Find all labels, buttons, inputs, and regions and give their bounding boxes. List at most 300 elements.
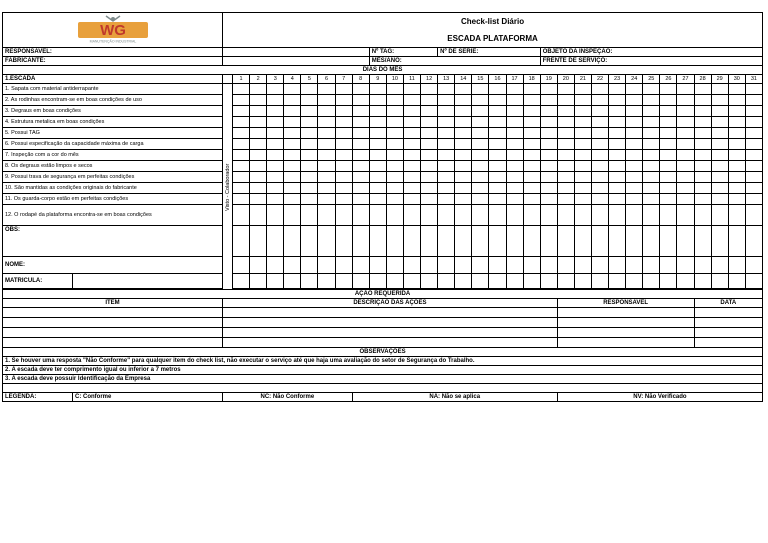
acao-responsavel-cell[interactable]: [557, 328, 694, 338]
signature-day-cell[interactable]: [403, 274, 420, 289]
signature-day-cell[interactable]: [421, 274, 438, 289]
day-check-cell[interactable]: [728, 161, 745, 172]
day-check-cell[interactable]: [711, 128, 728, 139]
day-check-cell[interactable]: [540, 95, 557, 106]
signature-day-cell[interactable]: [472, 226, 489, 257]
day-check-cell[interactable]: [318, 139, 335, 150]
day-check-cell[interactable]: [369, 194, 386, 205]
day-check-cell[interactable]: [660, 183, 677, 194]
day-check-cell[interactable]: [301, 117, 318, 128]
signature-day-cell[interactable]: [591, 257, 608, 274]
serie-field[interactable]: Nº DE SERIE:: [438, 48, 541, 57]
day-check-cell[interactable]: [506, 161, 523, 172]
acao-descricao-cell[interactable]: [223, 308, 558, 318]
day-check-cell[interactable]: [233, 150, 250, 161]
day-check-cell[interactable]: [318, 161, 335, 172]
day-check-cell[interactable]: [694, 183, 711, 194]
day-check-cell[interactable]: [643, 84, 660, 95]
day-check-cell[interactable]: [352, 172, 369, 183]
day-check-cell[interactable]: [609, 194, 626, 205]
day-check-cell[interactable]: [438, 106, 455, 117]
day-check-cell[interactable]: [574, 183, 591, 194]
day-check-cell[interactable]: [335, 194, 352, 205]
day-check-cell[interactable]: [403, 106, 420, 117]
day-check-cell[interactable]: [677, 106, 694, 117]
day-check-cell[interactable]: [694, 84, 711, 95]
day-check-cell[interactable]: [403, 172, 420, 183]
day-check-cell[interactable]: [711, 172, 728, 183]
day-check-cell[interactable]: [711, 161, 728, 172]
day-check-cell[interactable]: [421, 172, 438, 183]
day-check-cell[interactable]: [745, 106, 762, 117]
day-check-cell[interactable]: [301, 95, 318, 106]
day-check-cell[interactable]: [352, 128, 369, 139]
day-check-cell[interactable]: [591, 161, 608, 172]
day-check-cell[interactable]: [250, 194, 267, 205]
day-check-cell[interactable]: [369, 150, 386, 161]
day-check-cell[interactable]: [523, 183, 540, 194]
day-check-cell[interactable]: [660, 172, 677, 183]
day-check-cell[interactable]: [335, 117, 352, 128]
day-check-cell[interactable]: [557, 117, 574, 128]
day-check-cell[interactable]: [284, 172, 301, 183]
day-check-cell[interactable]: [489, 139, 506, 150]
signature-day-cell[interactable]: [711, 257, 728, 274]
acao-data-cell[interactable]: [694, 328, 763, 338]
day-check-cell[interactable]: [506, 183, 523, 194]
day-check-cell[interactable]: [677, 139, 694, 150]
day-check-cell[interactable]: [677, 172, 694, 183]
day-check-cell[interactable]: [335, 84, 352, 95]
acao-descricao-cell[interactable]: [223, 338, 558, 348]
day-check-cell[interactable]: [728, 117, 745, 128]
day-check-cell[interactable]: [369, 95, 386, 106]
day-check-cell[interactable]: [506, 84, 523, 95]
day-check-cell[interactable]: [643, 194, 660, 205]
day-check-cell[interactable]: [609, 161, 626, 172]
signature-day-cell[interactable]: [489, 226, 506, 257]
day-check-cell[interactable]: [250, 172, 267, 183]
acao-item-cell[interactable]: [3, 318, 223, 328]
day-check-cell[interactable]: [421, 161, 438, 172]
day-check-cell[interactable]: [643, 150, 660, 161]
day-check-cell[interactable]: [335, 150, 352, 161]
day-check-cell[interactable]: [386, 84, 403, 95]
day-check-cell[interactable]: [557, 95, 574, 106]
day-check-cell[interactable]: [421, 84, 438, 95]
day-check-cell[interactable]: [489, 95, 506, 106]
day-check-cell[interactable]: [421, 139, 438, 150]
fabricante-value[interactable]: [223, 57, 370, 66]
signature-day-cell[interactable]: [677, 257, 694, 274]
responsavel-field[interactable]: RESPONSAVEL:: [3, 48, 223, 57]
day-check-cell[interactable]: [318, 106, 335, 117]
acao-data-cell[interactable]: [694, 338, 763, 348]
day-check-cell[interactable]: [643, 172, 660, 183]
signature-day-cell[interactable]: [267, 226, 284, 257]
day-check-cell[interactable]: [335, 205, 352, 226]
signature-day-cell[interactable]: [352, 257, 369, 274]
day-check-cell[interactable]: [643, 139, 660, 150]
day-check-cell[interactable]: [626, 106, 643, 117]
day-check-cell[interactable]: [711, 183, 728, 194]
day-check-cell[interactable]: [267, 128, 284, 139]
day-check-cell[interactable]: [421, 106, 438, 117]
day-check-cell[interactable]: [233, 106, 250, 117]
day-check-cell[interactable]: [540, 183, 557, 194]
day-check-cell[interactable]: [301, 194, 318, 205]
day-check-cell[interactable]: [386, 128, 403, 139]
signature-day-cell[interactable]: [711, 226, 728, 257]
day-check-cell[interactable]: [301, 139, 318, 150]
day-check-cell[interactable]: [677, 95, 694, 106]
day-check-cell[interactable]: [369, 117, 386, 128]
day-check-cell[interactable]: [318, 84, 335, 95]
day-check-cell[interactable]: [591, 172, 608, 183]
signature-day-cell[interactable]: [250, 257, 267, 274]
signature-day-cell[interactable]: [438, 257, 455, 274]
day-check-cell[interactable]: [626, 84, 643, 95]
day-check-cell[interactable]: [403, 128, 420, 139]
signature-day-cell[interactable]: [591, 226, 608, 257]
signature-day-cell[interactable]: [233, 274, 250, 289]
day-check-cell[interactable]: [318, 117, 335, 128]
signature-day-cell[interactable]: [369, 274, 386, 289]
day-check-cell[interactable]: [472, 84, 489, 95]
day-check-cell[interactable]: [284, 95, 301, 106]
day-check-cell[interactable]: [711, 194, 728, 205]
matricula-field[interactable]: MATRICULA:: [3, 274, 73, 289]
day-check-cell[interactable]: [540, 205, 557, 226]
day-check-cell[interactable]: [694, 161, 711, 172]
day-check-cell[interactable]: [694, 194, 711, 205]
acao-data-cell[interactable]: [694, 318, 763, 328]
day-check-cell[interactable]: [352, 117, 369, 128]
day-check-cell[interactable]: [626, 172, 643, 183]
day-check-cell[interactable]: [591, 194, 608, 205]
day-check-cell[interactable]: [250, 84, 267, 95]
signature-day-cell[interactable]: [557, 226, 574, 257]
signature-day-cell[interactable]: [335, 274, 352, 289]
day-check-cell[interactable]: [369, 205, 386, 226]
day-check-cell[interactable]: [421, 95, 438, 106]
signature-day-cell[interactable]: [301, 274, 318, 289]
day-check-cell[interactable]: [540, 150, 557, 161]
objeto-field[interactable]: OBJETO DA INSPEÇÃO:: [540, 48, 762, 57]
day-check-cell[interactable]: [335, 106, 352, 117]
day-check-cell[interactable]: [609, 117, 626, 128]
signature-day-cell[interactable]: [318, 226, 335, 257]
nome-field[interactable]: NOME:: [3, 257, 223, 274]
signature-day-cell[interactable]: [455, 226, 472, 257]
day-check-cell[interactable]: [557, 128, 574, 139]
signature-day-cell[interactable]: [335, 257, 352, 274]
day-check-cell[interactable]: [574, 139, 591, 150]
day-check-cell[interactable]: [284, 150, 301, 161]
day-check-cell[interactable]: [557, 106, 574, 117]
signature-day-cell[interactable]: [626, 257, 643, 274]
day-check-cell[interactable]: [591, 139, 608, 150]
day-check-cell[interactable]: [250, 128, 267, 139]
signature-day-cell[interactable]: [728, 274, 745, 289]
day-check-cell[interactable]: [540, 106, 557, 117]
day-check-cell[interactable]: [301, 84, 318, 95]
day-check-cell[interactable]: [267, 117, 284, 128]
signature-day-cell[interactable]: [694, 226, 711, 257]
day-check-cell[interactable]: [523, 95, 540, 106]
day-check-cell[interactable]: [250, 150, 267, 161]
day-check-cell[interactable]: [455, 95, 472, 106]
day-check-cell[interactable]: [489, 117, 506, 128]
day-check-cell[interactable]: [728, 95, 745, 106]
signature-day-cell[interactable]: [694, 274, 711, 289]
day-check-cell[interactable]: [626, 128, 643, 139]
day-check-cell[interactable]: [523, 117, 540, 128]
signature-day-cell[interactable]: [267, 274, 284, 289]
day-check-cell[interactable]: [540, 172, 557, 183]
day-check-cell[interactable]: [335, 161, 352, 172]
day-check-cell[interactable]: [386, 161, 403, 172]
day-check-cell[interactable]: [267, 205, 284, 226]
day-check-cell[interactable]: [284, 117, 301, 128]
day-check-cell[interactable]: [728, 172, 745, 183]
day-check-cell[interactable]: [318, 183, 335, 194]
day-check-cell[interactable]: [455, 183, 472, 194]
day-check-cell[interactable]: [352, 106, 369, 117]
signature-day-cell[interactable]: [506, 257, 523, 274]
day-check-cell[interactable]: [574, 172, 591, 183]
day-check-cell[interactable]: [694, 106, 711, 117]
day-check-cell[interactable]: [455, 150, 472, 161]
day-check-cell[interactable]: [506, 128, 523, 139]
day-check-cell[interactable]: [455, 194, 472, 205]
day-check-cell[interactable]: [335, 139, 352, 150]
signature-day-cell[interactable]: [643, 257, 660, 274]
signature-day-cell[interactable]: [574, 226, 591, 257]
day-check-cell[interactable]: [233, 95, 250, 106]
day-check-cell[interactable]: [711, 84, 728, 95]
day-check-cell[interactable]: [421, 150, 438, 161]
day-check-cell[interactable]: [557, 194, 574, 205]
day-check-cell[interactable]: [403, 95, 420, 106]
day-check-cell[interactable]: [643, 95, 660, 106]
day-check-cell[interactable]: [421, 205, 438, 226]
acao-responsavel-cell[interactable]: [557, 338, 694, 348]
day-check-cell[interactable]: [455, 128, 472, 139]
acao-responsavel-cell[interactable]: [557, 318, 694, 328]
day-check-cell[interactable]: [489, 128, 506, 139]
signature-day-cell[interactable]: [386, 226, 403, 257]
day-check-cell[interactable]: [660, 161, 677, 172]
day-check-cell[interactable]: [386, 95, 403, 106]
signature-day-cell[interactable]: [267, 257, 284, 274]
signature-day-cell[interactable]: [301, 226, 318, 257]
signature-day-cell[interactable]: [233, 226, 250, 257]
day-check-cell[interactable]: [609, 128, 626, 139]
signature-day-cell[interactable]: [660, 257, 677, 274]
day-check-cell[interactable]: [523, 106, 540, 117]
mes-ano-field[interactable]: MÊS/ANO:: [369, 57, 540, 66]
day-check-cell[interactable]: [472, 183, 489, 194]
signature-day-cell[interactable]: [386, 257, 403, 274]
day-check-cell[interactable]: [472, 205, 489, 226]
signature-day-cell[interactable]: [403, 257, 420, 274]
day-check-cell[interactable]: [472, 95, 489, 106]
day-check-cell[interactable]: [403, 117, 420, 128]
day-check-cell[interactable]: [301, 205, 318, 226]
signature-day-cell[interactable]: [609, 257, 626, 274]
day-check-cell[interactable]: [745, 128, 762, 139]
signature-day-cell[interactable]: [369, 226, 386, 257]
day-check-cell[interactable]: [369, 183, 386, 194]
day-check-cell[interactable]: [403, 205, 420, 226]
day-check-cell[interactable]: [455, 172, 472, 183]
day-check-cell[interactable]: [284, 84, 301, 95]
day-check-cell[interactable]: [284, 128, 301, 139]
acao-descricao-cell[interactable]: [223, 328, 558, 338]
day-check-cell[interactable]: [557, 172, 574, 183]
signature-day-cell[interactable]: [386, 274, 403, 289]
signature-day-cell[interactable]: [489, 274, 506, 289]
day-check-cell[interactable]: [660, 117, 677, 128]
day-check-cell[interactable]: [660, 128, 677, 139]
day-check-cell[interactable]: [626, 205, 643, 226]
signature-day-cell[interactable]: [472, 257, 489, 274]
day-check-cell[interactable]: [745, 117, 762, 128]
day-check-cell[interactable]: [438, 150, 455, 161]
acao-responsavel-cell[interactable]: [557, 308, 694, 318]
day-check-cell[interactable]: [267, 194, 284, 205]
day-check-cell[interactable]: [386, 106, 403, 117]
day-check-cell[interactable]: [267, 161, 284, 172]
day-check-cell[interactable]: [301, 161, 318, 172]
day-check-cell[interactable]: [711, 205, 728, 226]
day-check-cell[interactable]: [267, 183, 284, 194]
day-check-cell[interactable]: [455, 84, 472, 95]
day-check-cell[interactable]: [745, 172, 762, 183]
day-check-cell[interactable]: [455, 106, 472, 117]
day-check-cell[interactable]: [506, 139, 523, 150]
day-check-cell[interactable]: [557, 84, 574, 95]
day-check-cell[interactable]: [233, 205, 250, 226]
day-check-cell[interactable]: [728, 128, 745, 139]
day-check-cell[interactable]: [591, 117, 608, 128]
day-check-cell[interactable]: [574, 95, 591, 106]
signature-day-cell[interactable]: [540, 226, 557, 257]
day-check-cell[interactable]: [523, 194, 540, 205]
day-check-cell[interactable]: [694, 95, 711, 106]
day-check-cell[interactable]: [677, 117, 694, 128]
day-check-cell[interactable]: [574, 161, 591, 172]
day-check-cell[interactable]: [643, 117, 660, 128]
day-check-cell[interactable]: [318, 194, 335, 205]
day-check-cell[interactable]: [284, 106, 301, 117]
day-check-cell[interactable]: [233, 128, 250, 139]
signature-day-cell[interactable]: [523, 274, 540, 289]
day-check-cell[interactable]: [267, 95, 284, 106]
day-check-cell[interactable]: [386, 172, 403, 183]
signature-day-cell[interactable]: [250, 226, 267, 257]
day-check-cell[interactable]: [284, 183, 301, 194]
day-check-cell[interactable]: [591, 205, 608, 226]
day-check-cell[interactable]: [438, 84, 455, 95]
day-check-cell[interactable]: [523, 84, 540, 95]
day-check-cell[interactable]: [301, 183, 318, 194]
day-check-cell[interactable]: [660, 139, 677, 150]
fabricante-field[interactable]: FABRICANTE:: [3, 57, 223, 66]
day-check-cell[interactable]: [626, 161, 643, 172]
day-check-cell[interactable]: [677, 194, 694, 205]
day-check-cell[interactable]: [728, 194, 745, 205]
day-check-cell[interactable]: [403, 194, 420, 205]
day-check-cell[interactable]: [540, 84, 557, 95]
day-check-cell[interactable]: [472, 150, 489, 161]
day-check-cell[interactable]: [711, 106, 728, 117]
day-check-cell[interactable]: [506, 95, 523, 106]
day-check-cell[interactable]: [694, 117, 711, 128]
matricula-value[interactable]: [73, 274, 223, 289]
acao-descricao-cell[interactable]: [223, 318, 558, 328]
day-check-cell[interactable]: [728, 183, 745, 194]
day-check-cell[interactable]: [643, 161, 660, 172]
day-check-cell[interactable]: [591, 106, 608, 117]
signature-day-cell[interactable]: [455, 274, 472, 289]
signature-day-cell[interactable]: [557, 257, 574, 274]
day-check-cell[interactable]: [335, 128, 352, 139]
day-check-cell[interactable]: [557, 139, 574, 150]
day-check-cell[interactable]: [506, 172, 523, 183]
day-check-cell[interactable]: [233, 161, 250, 172]
day-check-cell[interactable]: [626, 194, 643, 205]
day-check-cell[interactable]: [523, 161, 540, 172]
day-check-cell[interactable]: [694, 172, 711, 183]
day-check-cell[interactable]: [352, 139, 369, 150]
day-check-cell[interactable]: [301, 106, 318, 117]
day-check-cell[interactable]: [403, 161, 420, 172]
signature-day-cell[interactable]: [609, 274, 626, 289]
day-check-cell[interactable]: [745, 194, 762, 205]
signature-day-cell[interactable]: [250, 274, 267, 289]
day-check-cell[interactable]: [694, 205, 711, 226]
day-check-cell[interactable]: [403, 139, 420, 150]
signature-day-cell[interactable]: [574, 274, 591, 289]
signature-day-cell[interactable]: [591, 274, 608, 289]
day-check-cell[interactable]: [335, 95, 352, 106]
day-check-cell[interactable]: [694, 128, 711, 139]
day-check-cell[interactable]: [574, 117, 591, 128]
day-check-cell[interactable]: [386, 117, 403, 128]
day-check-cell[interactable]: [284, 139, 301, 150]
day-check-cell[interactable]: [455, 139, 472, 150]
signature-day-cell[interactable]: [438, 226, 455, 257]
day-check-cell[interactable]: [574, 205, 591, 226]
day-check-cell[interactable]: [352, 161, 369, 172]
day-check-cell[interactable]: [540, 128, 557, 139]
day-check-cell[interactable]: [386, 139, 403, 150]
acao-item-cell[interactable]: [3, 328, 223, 338]
day-check-cell[interactable]: [403, 150, 420, 161]
day-check-cell[interactable]: [728, 205, 745, 226]
day-check-cell[interactable]: [540, 161, 557, 172]
day-check-cell[interactable]: [352, 95, 369, 106]
day-check-cell[interactable]: [318, 205, 335, 226]
signature-day-cell[interactable]: [574, 257, 591, 274]
day-check-cell[interactable]: [643, 106, 660, 117]
day-check-cell[interactable]: [711, 117, 728, 128]
signature-day-cell[interactable]: [745, 257, 762, 274]
day-check-cell[interactable]: [335, 172, 352, 183]
day-check-cell[interactable]: [711, 95, 728, 106]
